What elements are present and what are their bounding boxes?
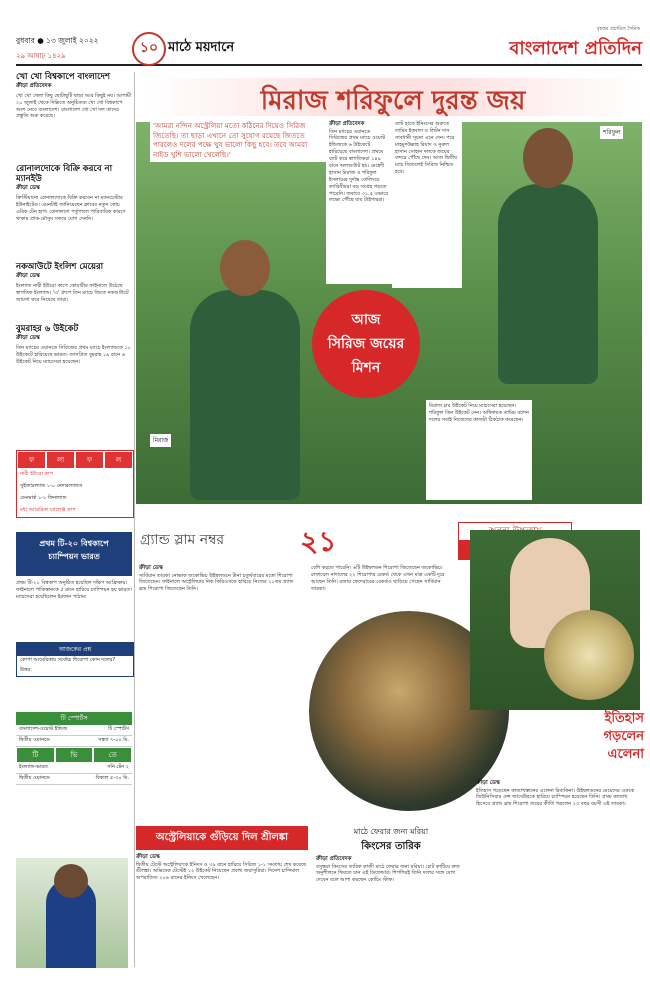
kings-headline-block (316, 826, 466, 856)
result-heading: মধ্য আমেরিকা চ্যালেঞ্জ কাপ (20, 507, 76, 513)
slam-text: বেশি করতে পারেনি। ৬টি উইম্বলডন শিরোপা জিতেছেন জকোভিচ। রাফায়েল নাদালের ২২ শিরোপার রেকর্ড থেকে এখন মাত্র একটি দূরে আছেন তিনি। রজার ফেদেরারের রেকর্ডও ছাড়িয়ে গেছেন সার্বিয়ান তারকা। (311, 565, 445, 592)
story-byline: ক্রীড়া ডেস্ক (16, 335, 40, 342)
player-photo-miraz (190, 240, 300, 500)
box-letter: ফ (18, 452, 45, 468)
story-headline: রোনালদোকে বিক্রি করবে না ম্যানইউ (16, 164, 113, 185)
main-text: তিন ম্যাচের ওয়ানডে সিরিজের প্রথম ম্যাচে ওয়েস্ট ইন্ডিজকে ৬ উইকেটে হারিয়েছে বাংলাদেশ। প্রথমে ব্যাট করে স্বাগতিকরা ১৪৯ রানে অলআউট হয়। মেহেদী হাসান মিরাজ ও শরিফুল ইসলামের দুর্দান্ত বোলিংয়ে ক্যারিবীয়রা বড় সংগ্রহ গড়তে পারেনি। জবাবে ৩১.৫ ওভারে লক্ষ্যে পৌঁছে যায় টাইগাররা। (329, 128, 389, 204)
result-heading: নারী ইউরো কাপ (20, 471, 53, 477)
main-text: ব্যাট হাতে ইনিংসের শুরুতে তামিম ইকবাল ও লিটন দাস সাবধানী সূচনা এনে দেন। পরে মাহমুদউল্লাহ রিয়াদ ও নুরুল হাসান সোহান দলকে জয়ের বন্দরে পৌঁছে দেন। আজ দ্বিতীয় ম্যাচ জিতলেই সিরিজ নিশ্চিত হবে। (395, 121, 458, 176)
story-headline: নকআউটে ইংলিশ মেয়েরা (16, 262, 104, 272)
quiz-answer: উত্তর: (20, 667, 32, 673)
slam-kicker: গ্র্যান্ড স্লাম নম্বর (140, 532, 225, 548)
headline-line: ইতিহাস (548, 710, 644, 728)
circle-line: আজ (351, 312, 381, 328)
main-col3 (426, 400, 532, 500)
photo-caption-shoriful: শরিফুল (600, 126, 623, 139)
kings-text (316, 856, 468, 972)
kings-body: বসুন্ধরা কিংসের তারিক কাজী মাঠে ফেরার জন্য মরিয়া। চোট কাটিয়ে দ্রুত অনুশীলনে ফিরতে চান এই ডিফেন্ডার। শিগগিরই তিনি দলের সঙ্গে যোগ দেবেন বলে আশা করছেন কোচিং স্টাফ। (316, 863, 460, 884)
tv-row: বাংলাদেশ-ওয়েস্ট ইন্ডিজ টি স্পোর্টস (16, 725, 132, 736)
quiz-title: আজকের প্রশ্ন (17, 643, 133, 656)
banner-line: চ্যাম্পিয়ন ভারত (48, 552, 100, 561)
slam-number: ২১ (300, 525, 337, 558)
circle-line: সিরিজ জয়ের (327, 336, 405, 352)
header-date: বুধবার ● ১৩ জুলাই ২০২২ (16, 36, 99, 45)
kings-headline: কিংসের তারিক (361, 841, 421, 852)
aus-headline: অস্ট্রেলিয়াকে গুঁড়িয়ে দিল শ্রীলঙ্কা (136, 826, 308, 850)
story-t20-history (16, 580, 132, 604)
quiz-question: কোপা আমেরিকায় সর্বোচ্চ শিরোপা কোন দলের? (20, 657, 116, 663)
trophy-plate (544, 610, 634, 700)
player-head (54, 864, 88, 898)
kings-kicker: মাঠে ফেরার জন্য মরিয়া (353, 827, 429, 836)
aus-text (136, 854, 308, 972)
box-letter: ফ (76, 452, 103, 468)
tv-letter: ভি (56, 748, 93, 762)
player-jersey (498, 184, 598, 384)
main-byline: ক্রীড়া প্রতিবেদক (329, 121, 365, 127)
story-headline: বুমরাহর ৬ উইকেট (16, 324, 79, 334)
story-text: খো খো খেলা কিছু ছোটাছুটি ছাড়া আর কিছুই নয়। আগামী ২০ জুলাই থেকে দিল্লিতে অনুষ্ঠিতব্য খো খো বিশ্বকাপে অংশ নেবে বাংলাদেশ। বাংলাদেশ খো খো দল তাদের প্রস্তুতি শুরু করেছে। (16, 93, 132, 120)
tv-row: দ্বিতীয় ওয়ানডে বিকাল ৫-৩০ মি. (16, 774, 132, 785)
logo-tagline: বৃহত্তম প্রচারিত দৈনিক (596, 26, 640, 32)
rybakina-photo (470, 530, 640, 710)
player-photo-karunaratne (16, 858, 128, 968)
player-head (220, 240, 270, 296)
main-headline-block (140, 74, 646, 120)
story-bumrah (16, 324, 132, 369)
player-jersey (190, 290, 300, 500)
main-col2 (392, 118, 462, 288)
slam-text-col2 (308, 562, 458, 602)
main-quote-box (150, 118, 326, 162)
story-ronaldo (16, 164, 132, 226)
story-headline: খো খো বিশ্বকাপে বাংলাদেশ (16, 72, 111, 82)
tv-letter: তে (94, 748, 131, 762)
story-text: তিন ম্যাচের ওয়ানডে সিরিজের প্রথম ম্যাচে ইংল্যান্ডকে ১০ উইকেটে হারিয়েছে ভারত। জাসপ্রিত বুমরাহ ১৯ রানে ৬ উইকেট নিয়ে ম্যাচসেরা হয়েছেন। (16, 345, 131, 365)
football-results-box (16, 450, 134, 518)
aus-byline: ক্রীড়া ডেস্ক (136, 854, 160, 860)
circle-line: মিশন (351, 360, 381, 376)
story-english-women (16, 262, 132, 307)
aus-body: দ্বিতীয় টেস্টে অস্ট্রেলিয়াকে ইনিংস ও ৩৯ রানে হারিয়ে সিরিজ ১-১ সমতায় শেষ করেছে শ্রীলঙ্কা। অভিষেক টেস্টেই ১২ উইকেট নিয়েছেন প্রবাথ জয়াসুরিয়া। দিনেশ চান্দিমাল অপরাজিত ২০৬ রানের ইনিংস খেলেছেন। (136, 861, 307, 882)
newspaper-logo: বাংলাদেশ প্রতিদিন (509, 38, 642, 59)
left-column (16, 72, 135, 967)
tv-schedule-box (16, 712, 132, 785)
box-letter: ল (105, 452, 132, 468)
tv-header: টি স্পোর্টস (16, 712, 132, 725)
slam-text-col1 (136, 562, 304, 842)
tv-row: ইংল্যান্ড-ভারত সনি টেন ২ (16, 763, 132, 774)
kings-byline: ক্রীড়া প্রতিবেদক (316, 856, 352, 862)
main-headline: মিরাজ শরিফুলে দুরন্ত জয় (260, 86, 526, 116)
series-mission-circle (312, 290, 420, 398)
page-number: ১০ (132, 32, 166, 66)
quiz-box (16, 642, 134, 677)
header-date-bangla: ২৯ আষাঢ় ১৪২৯ (16, 52, 66, 60)
elena-body: ইতিহাস গড়েছেন কাজাখস্তানের এলেনা রিবাকিনা। উইম্বলডনের মেয়েদের এককে তিউনিসিয়ার ওন্স জাবেউরকে হারিয়ে চ্যাম্পিয়ন হয়েছেন তিনি। প্রথম কাজাখ হিসেবে গ্র্যান্ড স্লাম শিরোপা জয়ের কীর্তি গড়লেন ২৩ বছর বয়সী এই তারকা। (476, 787, 635, 808)
tv-letter: টি (17, 748, 54, 762)
page-header (16, 26, 642, 66)
banner-line: প্রথম টি-২০ বিশ্বকাপে (39, 539, 109, 548)
headline-line: এলেনা (548, 746, 644, 764)
slam-byline: ক্রীড়া ডেস্ক (139, 565, 163, 571)
player-photo-shoriful (468, 124, 638, 384)
section-title: মাঠে ময়দানে (168, 40, 235, 55)
result-row: সুইজারল্যান্ড ১-০ নেদারল্যান্ডস (20, 483, 83, 489)
main-col1 (326, 118, 392, 284)
story-byline: ক্রীড়া ডেস্ক (16, 273, 40, 280)
result-row: ডেনমার্ক ১-১ ফিনল্যান্ড (20, 495, 67, 501)
story-byline: ক্রীড়া প্রতিবেদক (16, 83, 52, 90)
tv-row: দ্বিতীয় ওয়ানডে সন্ধ্যা ৭-০০ মি. (16, 736, 132, 747)
slam-text: সার্বিয়ান তারকা নোভাক জকোভিচ উইম্বলডনে টানা চতুর্থবারের মতো শিরোপা জিতেছেন। ফাইনালে অস্ট্রেলিয়ার নিক কিরিওসকে হারিয়ে নিজের ২১তম গ্র্যান্ড স্লাম শিরোপা জিতেছেন তিনি। (139, 572, 294, 593)
story-byline: ক্রীড়া ডেস্ক (16, 185, 40, 192)
elena-text (476, 780, 642, 970)
story-text: ইংল্যান্ড নারী ইউরো কাপে কোয়ার্টার ফাইনালে উঠেছে স্বাগতিক ইংল্যান্ড। 'এ' গ্রুপে তিন ম্যাচে জিতে নকআউটে জায়গা করে নিয়েছে তারা। (16, 283, 129, 303)
story-kho-kho (16, 72, 132, 124)
photo-caption-miraz: মিরাজ (150, 434, 171, 447)
box-letter: লা (47, 452, 74, 468)
t20-history-banner (16, 532, 132, 576)
main-text: মিরাজ চার উইকেট নিয়ে ম্যাচসেরা হয়েছেন। শরিফুল তিন উইকেট নেন। অধিনায়ক তামিম বলেন দলের সবাই নিজেদের কাজটা ঠিকঠাক করেছেন। (429, 403, 529, 423)
main-quote: 'আমরা নন্দিন অস্ট্রেলিয়া মতো কঠিনের দিয়েও সিরিজ জিতেছি। তা ছাড়া এখানে তো সুযোগ রয়েছে জিততে পারলেও দলের পক্ষে খুব ভালো কিছু হবে। তবে আমরা নাইড খুশি ভালো খেলেছি।' (153, 121, 308, 160)
player-head (523, 128, 573, 188)
elena-byline: ক্রীড়া ডেস্ক (476, 780, 500, 786)
story-text: ক্রিস্টিয়ানো রোনালদোকে বিক্রি করবেন না ম্যানচেস্টার ইউনাইটেড। এমনটাই জানিয়েছেন ক্লাবের নতুন কোচ এরিক টেন হাগ। রোনালদো পর্তুগালে পারিবারিক কারণে থাকায় প্রাক-মৌসুম সফরে যোগ দেননি। (16, 195, 126, 222)
slam-headline (140, 522, 440, 558)
headline-line: গড়লেন (548, 728, 644, 746)
story-text: প্রথম টি-২০ বিশ্বকাপ অনুষ্ঠিত হয়েছিল দক্ষিণ আফ্রিকায়। ফাইনালে পাকিস্তানকে ৫ রানে হারিয়ে চ্যাম্পিয়ন হয় ভারত। ম্যাচসেরা হয়েছিলেন ইরফান পাঠান। (16, 580, 132, 600)
elena-headline (548, 710, 644, 765)
